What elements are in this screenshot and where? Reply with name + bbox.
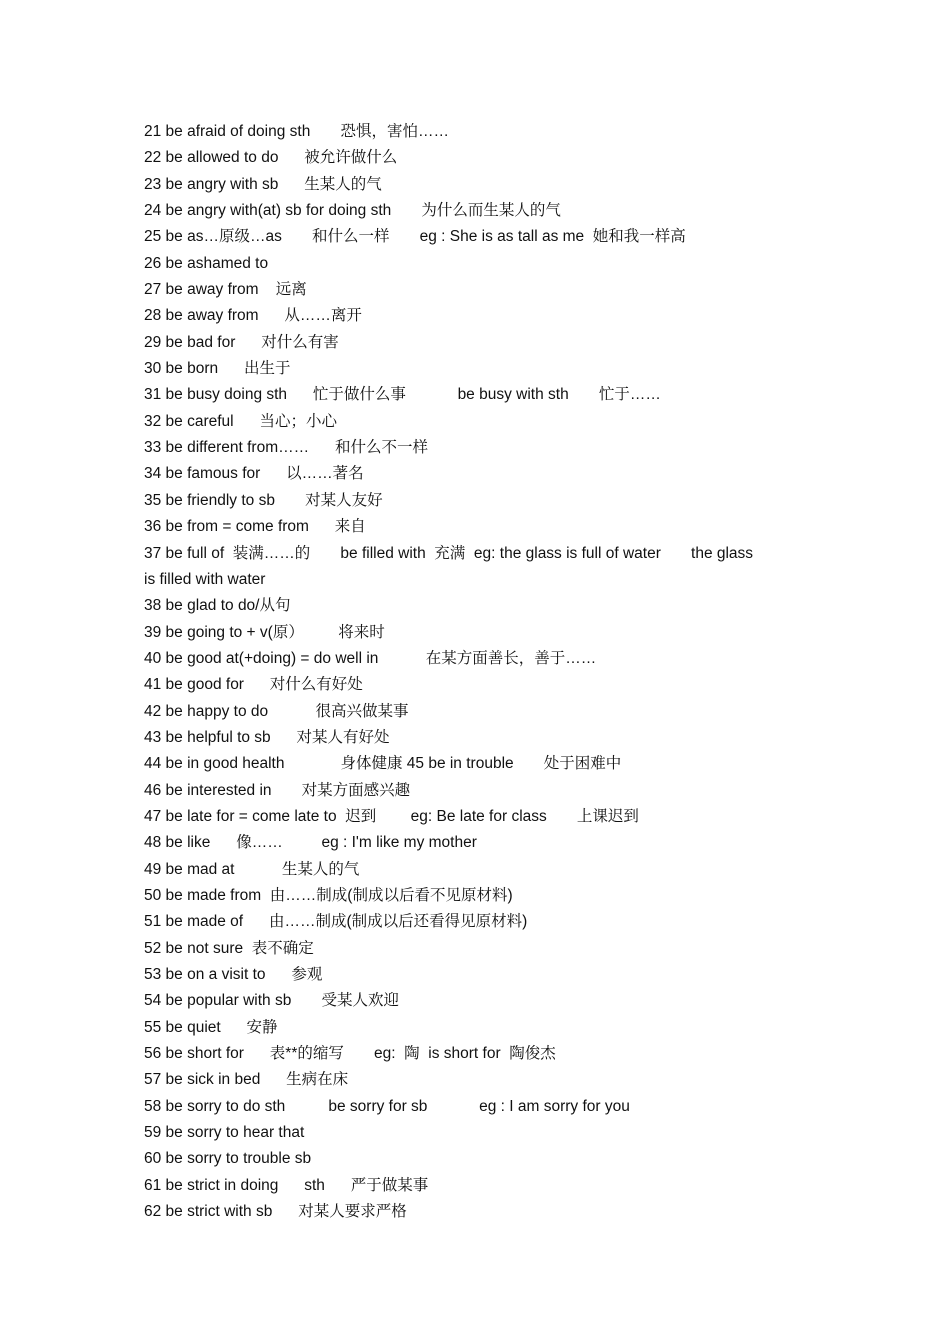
phrase-line-31: 31 be busy doing sth 忙于做什么事 be busy with sth 忙于……	[144, 386, 661, 404]
phrase-line-37-continued: is filled with water	[144, 570, 266, 588]
phrase-line-46: 46 be interested in 对某方面感兴趣	[144, 781, 411, 799]
phrase-line-33: 33 be different from…… 和什么不一样	[144, 439, 428, 457]
phrase-line-36: 36 be from = come from 来自	[144, 518, 366, 536]
phrase-line-44-45: 44 be in good health 身体健康 45 be in trouble 处于困难中	[144, 755, 622, 773]
phrase-line-43: 43 be helpful to sb 对某人有好处	[144, 728, 390, 746]
phrase-line-32: 32 be careful 当心；小心	[144, 412, 337, 430]
phrase-line-55: 55 be quiet 安静	[144, 1018, 278, 1036]
phrase-line-25: 25 be as…原级…as 和什么一样 eg : She is as tall as me 她和我一样高	[144, 228, 686, 246]
phrase-line-22: 22 be allowed to do 被允许做什么	[144, 149, 398, 167]
phrase-line-62: 62 be strict with sb 对某人要求严格	[144, 1203, 407, 1221]
phrase-line-21: 21 be afraid of doing sth 恐惧，害怕……	[144, 123, 449, 140]
phrase-line-38: 38 be glad to do/从句	[144, 597, 291, 615]
phrase-line-58: 58 be sorry to do sth be sorry for sb eg : I am sorry for you	[144, 1097, 630, 1115]
phrase-line-28: 28 be away from 从……离开	[144, 307, 362, 325]
phrase-line-24: 24 be angry with(at) sb for doing sth 为什么而生某人的气	[144, 202, 561, 220]
phrase-line-47: 47 be late for = come late to 迟到 eg: Be late for class 上课迟到	[144, 807, 639, 825]
phrase-line-48: 48 be like 像…… eg : I'm like my mother	[144, 834, 477, 852]
phrase-line-39: 39 be going to + v(原） 将来时	[144, 623, 385, 641]
phrase-line-37: 37 be full of 装满……的 be filled with 充满 eg: the glass is full of water the glass	[144, 544, 754, 562]
phrase-line-53: 53 be on a visit to 参观	[144, 966, 323, 983]
phrase-line-29: 29 be bad for 对什么有害	[144, 333, 339, 351]
phrase-line-61: 61 be strict in doing sth 严于做某事	[144, 1176, 429, 1194]
phrase-line-54: 54 be popular with sb 受某人欢迎	[144, 992, 399, 1010]
phrase-line-35: 35 be friendly to sb 对某人友好	[144, 491, 383, 509]
phrase-line-56: 56 be short for 表**的缩写 eg: 陶 is short for 陶俊杰	[144, 1045, 556, 1063]
phrase-line-49: 49 be mad at 生某人的气	[144, 860, 360, 878]
phrase-line-51: 51 be made of 由……制成(制成以后还看得见原材料)	[144, 913, 528, 931]
phrase-line-41: 41 be good for 对什么有好处	[144, 676, 363, 694]
phrase-line-50: 50 be made from 由……制成(制成以后看不见原材料)	[144, 886, 513, 904]
phrase-line-30: 30 be born 出生于	[144, 360, 291, 378]
phrase-line-42: 42 be happy to do 很高兴做某事	[144, 702, 409, 720]
phrase-line-60: 60 be sorry to trouble sb	[144, 1150, 312, 1168]
phrase-line-34: 34 be famous for 以……著名	[144, 465, 364, 483]
phrase-line-40: 40 be good at(+doing) = do well in 在某方面善长，善于……	[144, 649, 597, 667]
phrase-line-52: 52 be not sure 表不确定	[144, 939, 314, 957]
phrase-line-27: 27 be away from 远离	[144, 281, 307, 299]
phrase-line-23: 23 be angry with sb 生某人的气	[144, 175, 382, 193]
phrase-line-57: 57 be sick in bed 生病在床	[144, 1071, 349, 1089]
phrase-line-59: 59 be sorry to hear that	[144, 1124, 305, 1142]
document-body	[144, 119, 824, 1225]
phrase-line-26: 26 be ashamed to	[144, 254, 269, 272]
